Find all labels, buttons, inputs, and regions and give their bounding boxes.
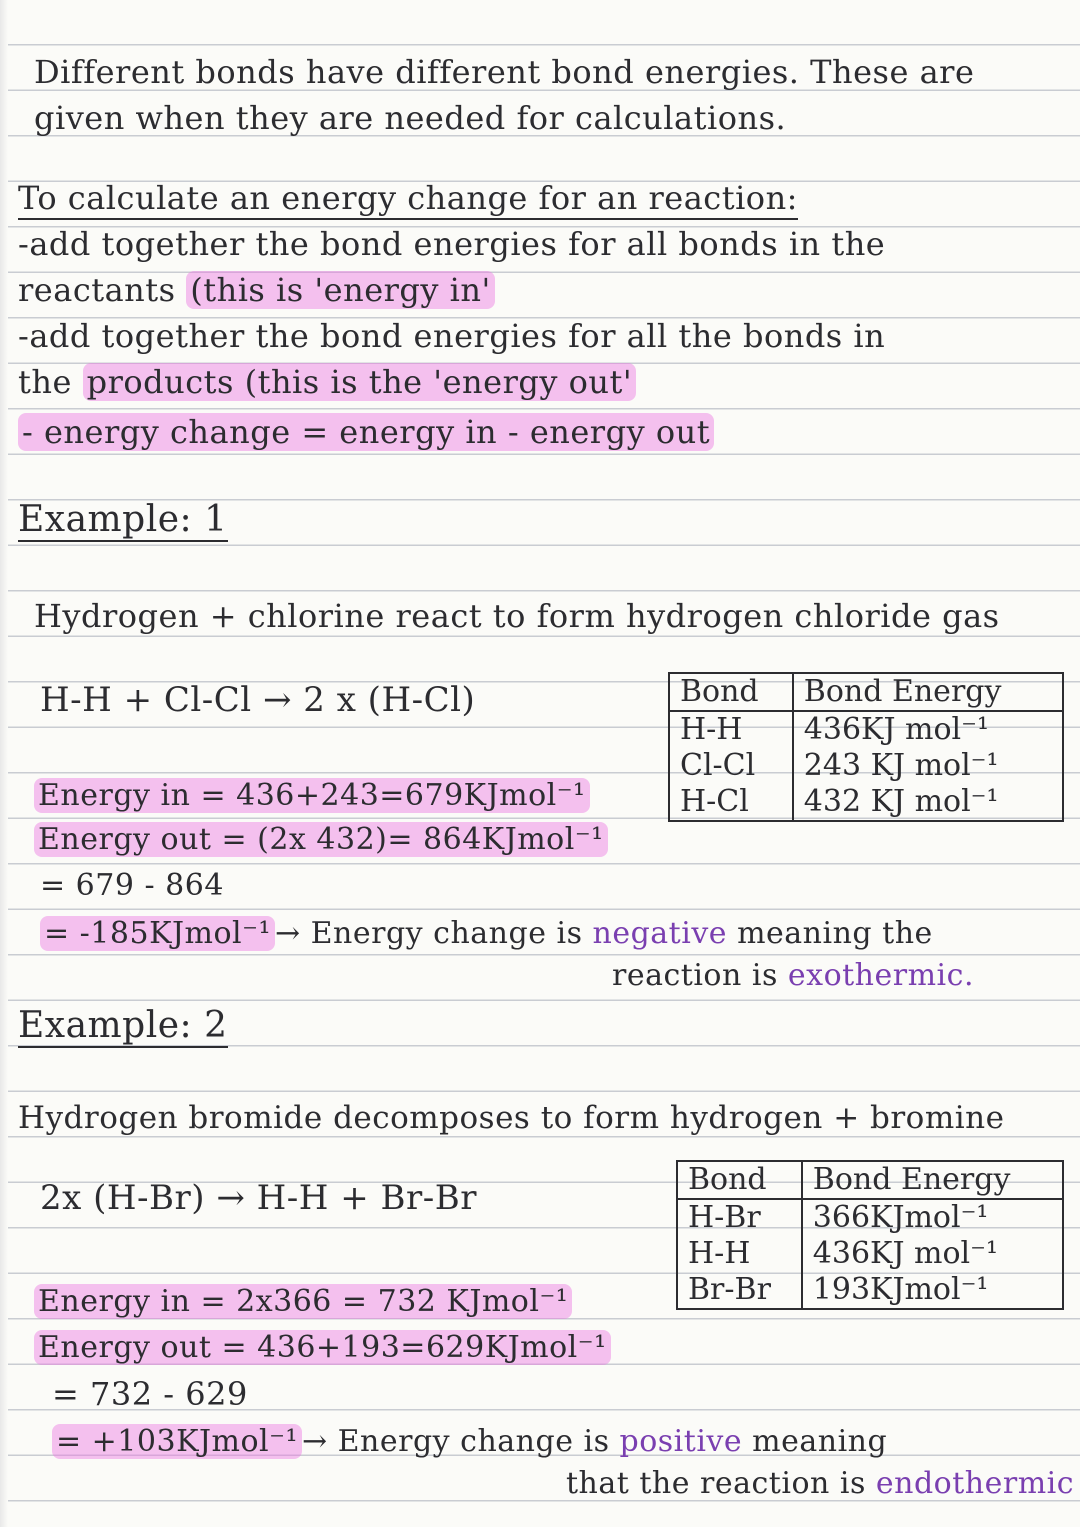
example-1-conclusion-reaction: reaction is (612, 958, 788, 993)
example-1-description: Hydrogen + chlorine react to form hydrogen chloride gas (34, 597, 1000, 635)
example-1-energy-in (34, 776, 590, 816)
page-margin (0, 0, 8, 1527)
bond-column-header: Bond (677, 1161, 802, 1199)
example-1-energy-out-text: Energy out = (2x 432)= 864KJmol⁻¹ (34, 822, 608, 857)
example-2-energy-out (34, 1328, 611, 1368)
intro-line-1: Different bonds have different bond energies. These are (34, 53, 975, 91)
table-cell-energy: 436KJ mol⁻¹ (793, 711, 1063, 748)
example-2-positive: positive (619, 1424, 743, 1459)
energy-out-note: products (this is the 'energy out' (83, 363, 637, 401)
table-cell-energy: 436KJ mol⁻¹ (802, 1236, 1063, 1272)
energy-change-formula: - energy change = energy in - energy out (18, 413, 714, 451)
table-cell-bond: H-Br (677, 1199, 802, 1236)
table-cell-bond: H-H (677, 1236, 802, 1272)
method-step-2-the: the (18, 363, 83, 401)
example-1-conclusion-mid: meaning the (727, 916, 933, 951)
example-1-calculation: = 679 - 864 (40, 868, 224, 903)
method-step-2-line-1: -add together the bond energies for all the bonds in (18, 317, 886, 355)
table-cell-energy: 193KJmol⁻¹ (802, 1272, 1063, 1309)
example-1-bond-table (668, 672, 1064, 822)
method-step-1-line-1: -add together the bond energies for all bonds in the (18, 225, 886, 263)
example-2-bond-table (676, 1160, 1064, 1310)
energy-in-note: (this is 'energy in' (186, 271, 495, 309)
example-2-conclusion-mid: meaning (742, 1424, 888, 1459)
example-2-conclusion-line-2 (566, 1464, 1074, 1504)
example-2-equation: 2x (H-Br) → H-H + Br-Br (40, 1178, 477, 1218)
bond-energy-column-header: Bond Energy (802, 1161, 1063, 1199)
bond-column-header: Bond (669, 673, 793, 711)
method-step-1-line-2 (18, 270, 495, 310)
method-step-3 (18, 412, 714, 452)
table-cell-energy: 432 KJ mol⁻¹ (793, 784, 1063, 821)
example-2-energy-in-text: Energy in = 2x366 = 732 KJmol⁻¹ (34, 1284, 572, 1319)
example-2-conclusion-reaction: that the reaction is (566, 1466, 876, 1501)
example-2-description: Hydrogen bromide decomposes to form hydrogen + bromine (18, 1100, 1005, 1136)
example-2-energy-out-text: Energy out = 436+193=629KJmol⁻¹ (34, 1330, 611, 1365)
table-cell-bond: H-H (669, 711, 793, 748)
example-2-endothermic: endothermic (875, 1466, 1075, 1501)
method-heading: To calculate an energy change for an reaction: (18, 178, 798, 220)
example-2-result-line (52, 1422, 887, 1462)
example-2-calculation: = 732 - 629 (52, 1375, 248, 1413)
example-1-energy-out (34, 820, 608, 860)
example-1-result: = -185KJmol⁻¹ (40, 916, 275, 951)
table-cell-bond: Br-Br (677, 1272, 802, 1309)
example-1-equation: H-H + Cl-Cl → 2 x (H-Cl) (40, 680, 476, 720)
table-cell-bond: Cl-Cl (669, 748, 793, 784)
example-1-negative: negative (592, 916, 728, 951)
method-step-2-line-2 (18, 362, 636, 402)
example-2-result: = +103KJmol⁻¹ (52, 1424, 302, 1459)
method-step-1-reactants: reactants (18, 271, 187, 309)
example-1-conclusion-start: → Energy change is (274, 916, 593, 951)
intro-line-2: given when they are needed for calculations. (34, 99, 787, 137)
bond-energy-column-header: Bond Energy (793, 673, 1063, 711)
table-cell-energy: 243 KJ mol⁻¹ (793, 748, 1063, 784)
example-1-heading: Example: 1 (18, 499, 228, 540)
example-2-energy-in (34, 1282, 572, 1322)
example-1-result-line (40, 914, 933, 954)
table-cell-bond: H-Cl (669, 784, 793, 821)
example-1-exothermic: exothermic. (787, 958, 974, 993)
table-cell-energy: 366KJmol⁻¹ (802, 1199, 1063, 1236)
example-2-heading: Example: 2 (18, 1005, 228, 1046)
example-2-conclusion-start: → Energy change is (301, 1424, 620, 1459)
example-1-energy-in-text: Energy in = 436+243=679KJmol⁻¹ (34, 778, 590, 813)
example-1-conclusion-line-2 (612, 956, 974, 996)
